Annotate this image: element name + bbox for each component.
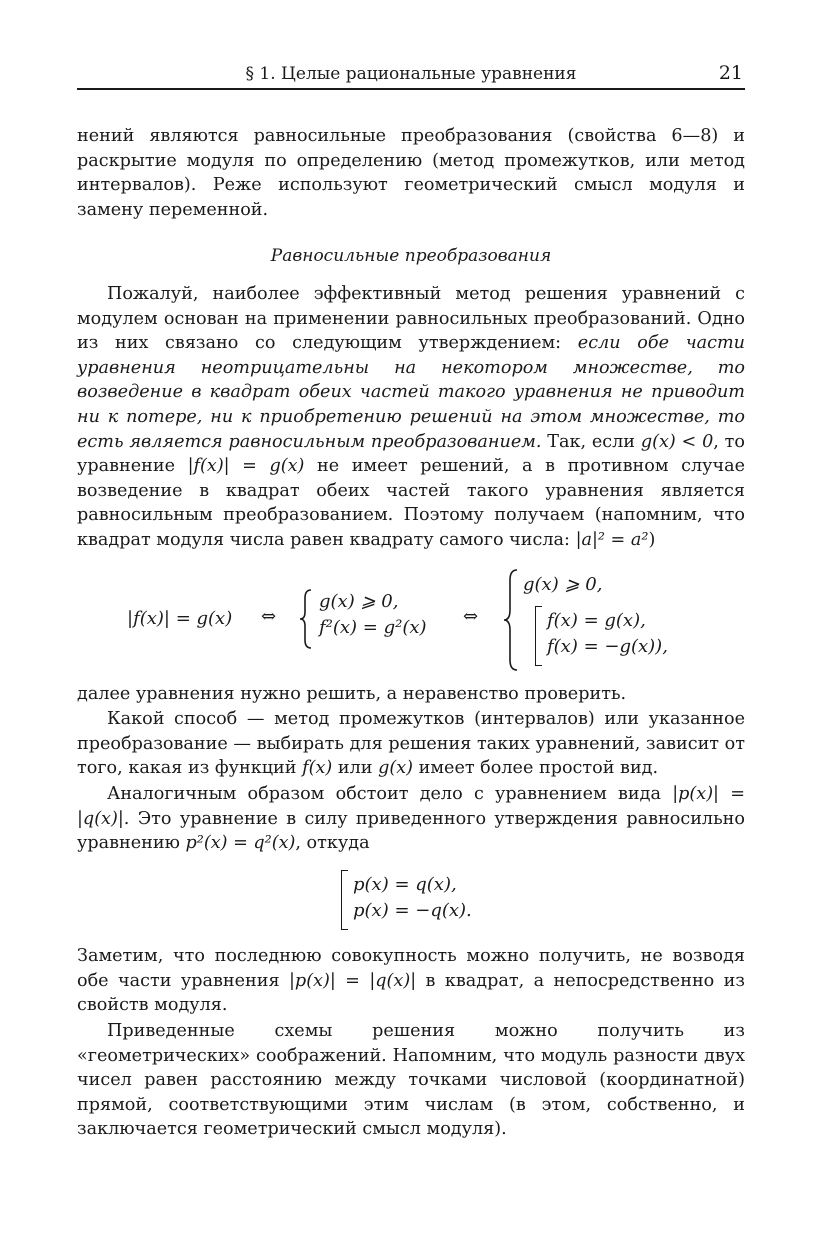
- square-bracket: [341, 870, 348, 930]
- math-inline: f(x): [302, 758, 333, 779]
- formula-2-lines: p(x) = q(x), p(x) = −q(x).: [353, 874, 472, 921]
- theorem-statement: если обе части уравнения неотрицательны на некотором множестве, то возведение в квадрат обеих частей такого уравнения не приводит ни к потере, ни к приобретению решений на этом множестве, то есть является равносильным преобразованием.: [77, 333, 746, 452]
- header-title: § 1. Целые рациональные уравнения: [245, 64, 577, 84]
- math-inline: |p(x)| = |q(x)|: [289, 970, 417, 991]
- system-1: g(x) ⩾ 0, f²(x) = g²(x): [319, 591, 427, 638]
- paragraph-5: Аналогичным образом обстоит дело с уравнением вида |p(x)| = |q(x)|. Это уравнение в силу приведенного утверждения равносильно уравнению p²(x) = q²(x), откуда: [77, 784, 745, 854]
- math-inline: g(x) < 0: [640, 431, 714, 452]
- paragraph-6: Заметим, что последнюю совокупность можно получить, не возводя обе части уравнения |p(x)| = |q(x)| в квадрат, а непосредственно из свойств модуля.: [77, 946, 746, 1016]
- paragraph-3: далее уравнения нужно решить, а неравенство проверить.: [77, 684, 627, 704]
- formula-lhs: |f(x)| = g(x): [127, 608, 233, 629]
- iff-symbol: ⇔: [261, 606, 277, 627]
- paragraph-7: Приведенные схемы решения можно получить из «геометрических» соображений. Напомним, что модуль разности двух чисел равен расстоянию между точками числовой (координатной) прямой, соответствующими этим числам (в этом, собственно, и заключается геометрический смысл модуля).: [77, 1021, 745, 1140]
- left-brace: [503, 568, 519, 672]
- running-header: [77, 62, 745, 90]
- math-inline: g(x): [378, 758, 414, 779]
- math-inline: p²(x) = q²(x): [185, 833, 296, 854]
- page-number: 21: [718, 62, 743, 84]
- math-inline: |p(x)| = |q(x)|: [77, 784, 745, 829]
- iff-symbol: ⇔: [463, 606, 479, 627]
- math-inline: |a|² = a²: [575, 529, 649, 550]
- math-inline: |f(x)| = g(x): [187, 456, 305, 477]
- left-brace: [299, 588, 313, 650]
- paragraph-2: Пожалуй, наиболее эффективный метод решения уравнений с модулем основан на применении равносильных преобразований. Одно из них связано со следующим утверждением: если обе части уравнения неотрицательны на некотором множестве, то возведение в квадрат обеих частей такого уравнения не приводит ни к потере, ни к приобретению решений на этом множестве, то есть является равносильным преобразованием. Так, если g(x) < 0, то уравнение |f(x)| = g(x) не имеет решений, а в противном случае возведение в квадрат обеих частей такого уравнения является равносильным преобразованием. Поэтому получаем (напомним, что квадрат модуля числа равен квадрату самого числа: |a|² = a²): [77, 284, 746, 550]
- paragraph-4: Какой способ — метод промежутков (интервалов) или указанное преобразование — выбирать для решения таких уравнений, зависит от того, какая из функций f(x) или g(x) имеет более простой вид.: [77, 709, 745, 779]
- paragraph-1: нений являются равносильные преобразования (свойства 6—8) и раскрытие модуля по определению (метод промежутков, или метод интервалов). Реже используют геометрический смысл модуля и замену переменной.: [77, 126, 745, 220]
- system-2-line-1: g(x) ⩾ 0,: [523, 574, 603, 595]
- square-bracket: [535, 606, 542, 666]
- section-subheading: Равносильные преобразования: [270, 246, 552, 266]
- system-2-subsystem: f(x) = g(x), f(x) = −g(x)),: [547, 610, 668, 657]
